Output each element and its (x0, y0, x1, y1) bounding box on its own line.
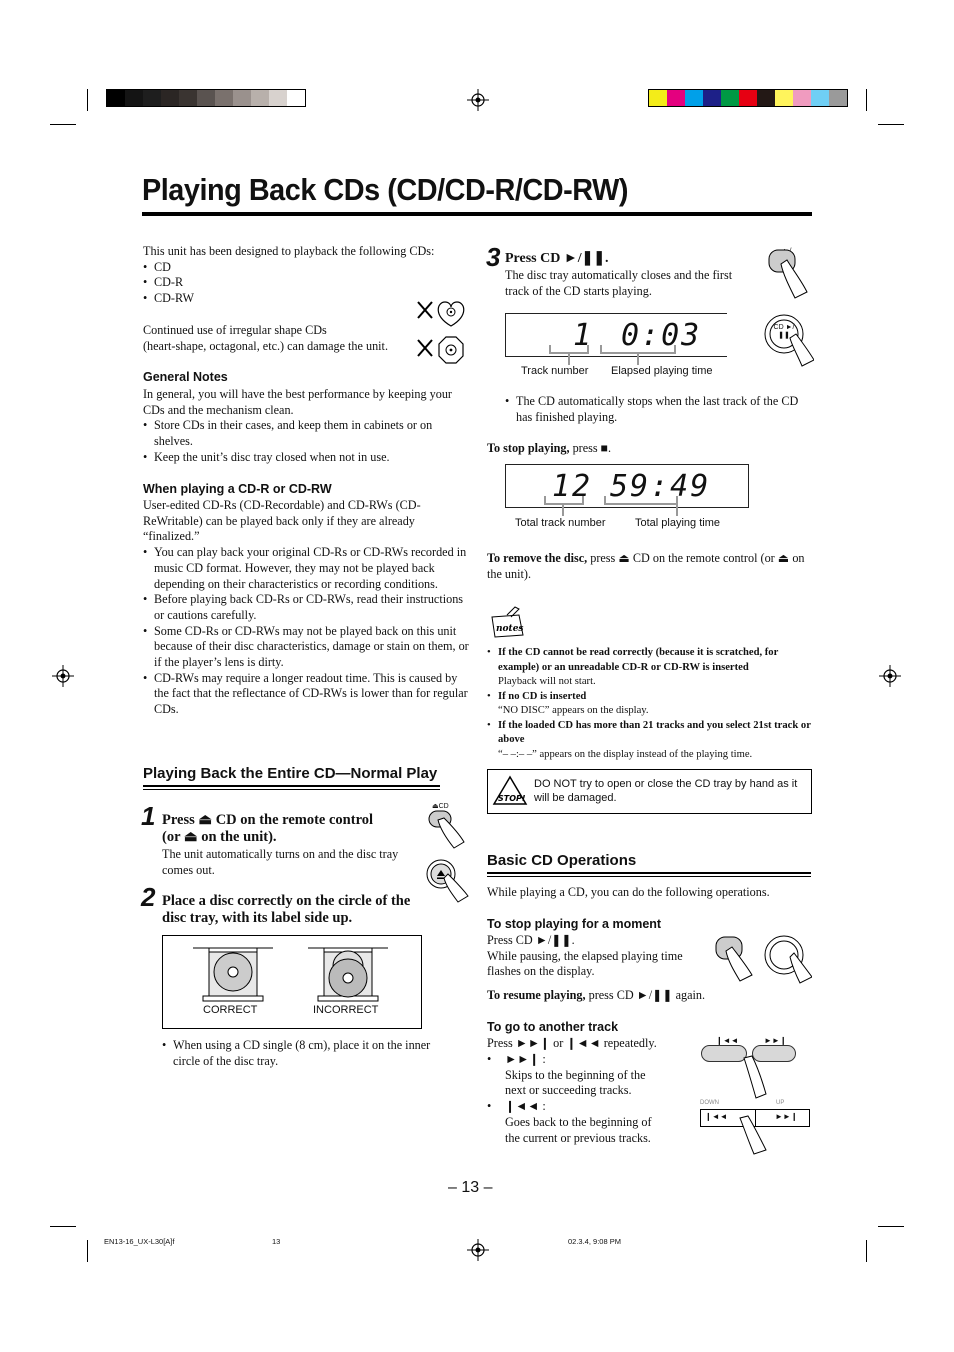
stop-icon-label: STOP! (498, 794, 526, 803)
display-callout-lines (505, 494, 705, 518)
unit-play-button-icon (762, 933, 812, 985)
cdr-heading: When playing a CD-R or CD-RW (143, 482, 332, 496)
list-item: • Store CDs in their cases, and keep them in cabinets or on shelves. (143, 418, 465, 449)
finger-press-icon (738, 1052, 768, 1102)
registration-target-icon (52, 665, 74, 687)
section-rule-thin (487, 876, 811, 877)
registration-target-icon (879, 665, 901, 687)
list-item: • If the loaded CD has more than 21 tracks and you select 21st track or above “– –:– –” appears on the display instead of the playing time. (487, 719, 813, 763)
octagon-cd-icon (415, 334, 467, 370)
remote-play-button-icon (712, 933, 758, 983)
goto-heading: To go to another track (487, 1020, 619, 1034)
unit-next-label: ►►❙ (775, 1112, 798, 1121)
correct-disc-icon (193, 944, 273, 1004)
remote-next-label: ►►❙ (764, 1036, 787, 1045)
incorrect-label: INCORRECT (313, 1004, 379, 1016)
track-number-label: Track number (521, 365, 589, 377)
pause-heading: To stop playing for a moment (487, 917, 662, 931)
unit-down-label: DOWN (700, 1100, 719, 1106)
registration-target-icon (467, 89, 489, 111)
step3-text: The disc tray automatically closes and the first track of the CD starts playing. (505, 268, 733, 298)
display-total-tracks: 12 (552, 469, 593, 504)
normal-play-heading: Playing Back the Entire CD—Normal Play (143, 765, 438, 782)
cdr-block: User-edited CD-Rs (CD-Recordable) and CD-RWs (CD-ReWritable) can be played back only if they are already “finalized.” • You can play back your original CD-Rs or CD-RWs recorded in music CD format. However, they may not be played back depending on their characteristics or recording conditions. • Before playing back CD-Rs or CD-RWs, read their instructions or cautions carefully. • Some CD-Rs or CD-RWs may not be played back on this unit because of their disc characteristics, damage or stain on them, or if the player’s lens is dirty. • CD-RWs may require a longer readout time. This is caused by the fact that the reflectance of CD-RWs is lower than for regular CDs. (143, 498, 469, 718)
list-item: • If the CD cannot be read correctly (because it is scratched, for example) or an unreadable CD-R or CD-RW is inserted Playback will not start. (487, 646, 813, 690)
list-item: • Keep the unit’s disc tray closed when not in use. (143, 450, 465, 466)
correct-label: CORRECT (203, 1004, 258, 1016)
step1-title: Press ⏏ CD on the remote control (or ⏏ on the unit). (162, 812, 374, 845)
general-notes-heading: General Notes (143, 370, 228, 384)
list-item: • If no CD is inserted “NO DISC” appears on the display. (487, 690, 813, 719)
section-rule (487, 872, 811, 874)
irregular-cd-warning: Continued use of irregular shape CDs (heart-shape, octagonal, etc.) can damage the unit. (143, 323, 388, 353)
notes-list (487, 646, 813, 762)
heart-cd-icon (415, 298, 467, 330)
crop-mark (87, 1240, 88, 1262)
section-rule-thin (143, 789, 440, 790)
resume-instruction: To resume playing, press CD ►/❚❚ again. (487, 988, 706, 1002)
step3-note (505, 394, 805, 425)
elapsed-time-label: Elapsed playing time (611, 365, 713, 377)
crop-mark (866, 89, 867, 111)
crop-mark (87, 89, 88, 111)
notes-icon (489, 605, 529, 639)
pause-text: Press CD ►/❚❚. While pausing, the elapsed playing time flashes on the display. (487, 933, 683, 979)
registration-target-icon (467, 1239, 489, 1261)
list-item: • CD-RWs may require a longer readout time. This is caused by the fact that the reflectance of CD-RWs is lower than for regular CDs. (143, 671, 469, 718)
crop-mark (866, 1240, 867, 1262)
goto-list: • ►►❙ : Skips to the beginning of the next or succeeding tracks. • ❙◄◄ : Goes back to the beginning of the current or previous tracks. (487, 1052, 652, 1145)
finger-press-icon (736, 1114, 772, 1158)
list-item: • Before playing back CD-Rs or CD-RWs, read their instructions or cautions carefully. (143, 592, 469, 623)
stop-hand-icon (492, 774, 528, 808)
remote-prev-label: ❙◄◄ (716, 1036, 739, 1045)
step-number: 2 (141, 882, 156, 912)
unit-play-label: CD ►/❚❚ (773, 324, 795, 339)
footer-page: 13 (272, 1237, 281, 1246)
step2-title: Place a disc correctly on the circle of the disc tray, with its label side up. (162, 893, 411, 926)
display-callout-lines (505, 343, 705, 367)
title-rule (142, 212, 812, 216)
stop-warning-text: DO NOT try to open or close the CD tray by hand as it will be damaged. (534, 778, 798, 804)
list-item: • You can play back your original CD-Rs or CD-RWs recorded in music CD format. However, they may not be played back depending on their characteristics or recording conditions. (143, 545, 469, 592)
section-rule (143, 785, 440, 787)
list-item: • CD-R (143, 275, 463, 291)
cd-single-note (162, 1038, 454, 1069)
step-number: 3 (486, 242, 501, 272)
step-number: 1 (141, 801, 156, 831)
goto-text: Press ►►❙ or ❙◄◄ repeatedly. (487, 1036, 657, 1050)
list-item: • CD-RW (143, 291, 463, 307)
basic-ops-heading: Basic CD Operations (487, 852, 637, 869)
display-elapsed-time: 0:03 (621, 318, 702, 353)
intro-text: This unit has been designed to playback the following CDs: (143, 244, 435, 258)
stop-instruction: To stop playing, press ■. (487, 441, 612, 455)
basic-ops-intro: While playing a CD, you can do the following operations. (487, 885, 770, 899)
unit-play-button-icon (762, 312, 814, 368)
total-track-label: Total track number (515, 517, 606, 529)
page-number: – 13 – (448, 1179, 493, 1196)
list-item: • The CD automatically stops when the last track of the CD has finished playing. (505, 394, 805, 425)
unit-eject-button-icon (424, 858, 470, 904)
remote-eject-label: ⏏CD (432, 803, 449, 810)
step1-text: The unit automatically turns on and the disc tray comes out. (162, 847, 399, 877)
footer-date: 02.3.4, 9:08 PM (568, 1237, 621, 1246)
crop-mark (50, 124, 76, 125)
disc-placement-figure (162, 935, 422, 1029)
crop-mark (50, 1226, 76, 1227)
notes-icon-label: notes (496, 624, 524, 634)
remove-disc-instruction: To remove the disc, press ⏏ CD on the remote control (or ⏏ on the unit). (487, 551, 805, 581)
display-total-time: 59:49 (610, 469, 711, 504)
total-time-label: Total playing time (635, 517, 720, 529)
display-track-number: 1 (573, 318, 594, 353)
step3-title: Press CD ►/❚❚. (505, 251, 609, 266)
general-notes-block: In general, you will have the best performance by keeping your CDs and the mechanism clean. • Store CDs in their cases, and keep them in cabinets or on shelves. • Keep the unit’s disc tray closed when not in use. (143, 387, 465, 466)
list-item: • CD (143, 260, 463, 276)
crop-mark (878, 1226, 904, 1227)
right-color-bar (648, 89, 848, 107)
remote-eject-button-icon (424, 808, 470, 852)
list-item: • Some CD-Rs or CD-RWs may not be played back on this unit because of their disc characteristics, damage or stain on them, or if the player’s lens is dirty. (143, 624, 469, 671)
page-title: Playing Back CDs (CD/CD-R/CD-RW) (142, 172, 628, 207)
remote-play-button-icon (765, 246, 813, 302)
list-item: • When using a CD single (8 cm), place it on the inner circle of the disc tray. (162, 1038, 454, 1069)
footer-file: EN13-16_UX-L30[A]f (104, 1237, 175, 1246)
stop-warning-box (487, 769, 812, 814)
crop-mark (878, 124, 904, 125)
incorrect-disc-icon (308, 944, 388, 1004)
unit-prev-label: ❙◄◄ (705, 1112, 728, 1121)
left-color-bar (106, 89, 306, 107)
unit-up-label: UP (776, 1100, 785, 1106)
